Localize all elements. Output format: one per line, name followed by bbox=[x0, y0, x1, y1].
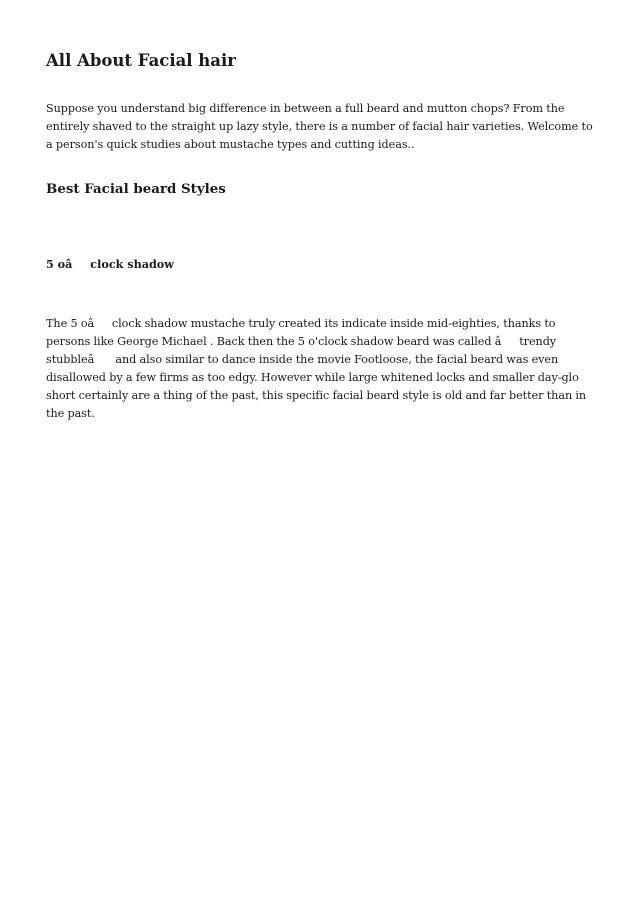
document-content bbox=[46, 50, 594, 423]
section-heading: Best Facial beard Styles bbox=[46, 181, 226, 197]
subsection-heading: 5 oâclock shadow bbox=[46, 257, 174, 271]
page-title: All About Facial hair bbox=[46, 51, 236, 70]
subsection-paragraph: The 5 oâclock shadow mustache truly created its indicate inside mid-eighties, thanks to persons like George Michael . Back then the 5 o'clock shadow beard was called âtrendy stubbleâ and also similar to dance inside the movie Footloose, the facial beard was even disallowed by a few firms as too edgy. However while large whitened locks and smaller day-glo short certainly are a thing of the past, this specific facial beard style is old and far better than in the past. bbox=[46, 317, 587, 420]
intro-paragraph: Suppose you understand big difference in between a full beard and mutton chops? From the entirely shaved to the straight up lazy style, there is a number of facial hair varieties. Welcome to a person's quick studies about mustache types and cutting ideas.. bbox=[46, 102, 593, 151]
